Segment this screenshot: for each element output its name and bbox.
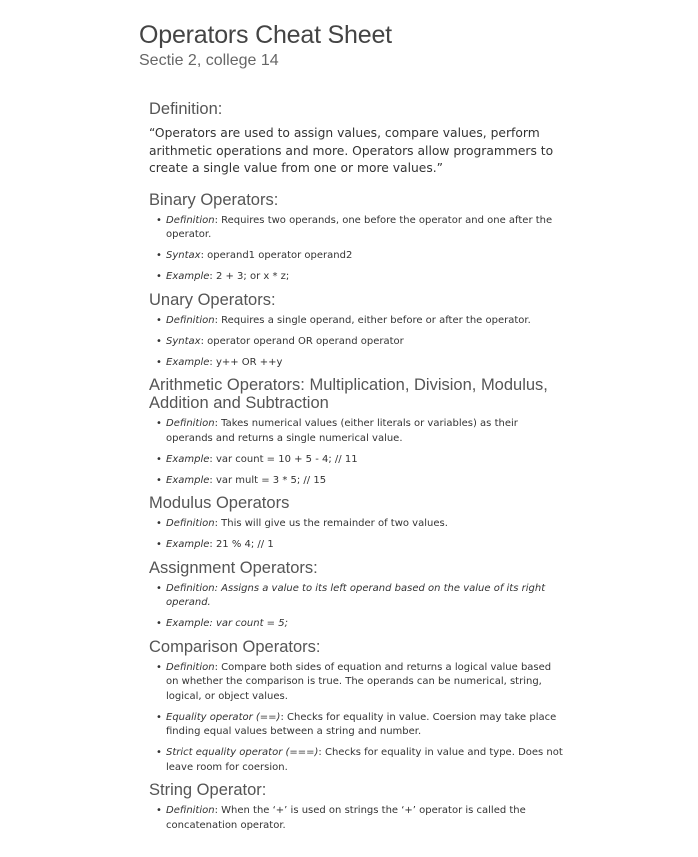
item-label: Definition (166, 214, 215, 226)
item-list (149, 517, 569, 553)
list-item (156, 249, 566, 264)
list-item (156, 582, 566, 611)
list-item (156, 270, 566, 285)
list-item (156, 356, 566, 371)
bullet-icon: • (156, 474, 162, 486)
section-heading: Binary Operators: (149, 190, 279, 209)
item-list (149, 214, 569, 285)
bullet-icon: • (156, 539, 162, 550)
item-text: : var count = 10 + 5 - 4; // 11 (209, 453, 358, 465)
item-label: Equality operator (==) (166, 711, 281, 723)
bullet-icon: • (156, 314, 162, 326)
item-label: Syntax (166, 335, 201, 347)
page-subtitle: Sectie 2, college 14 (139, 52, 279, 69)
item-list (149, 314, 569, 371)
item-label: Definition (166, 418, 215, 429)
item-label: Definition (166, 805, 215, 816)
item-text: : operator operand OR operand operator (200, 335, 404, 347)
list-item (156, 474, 566, 489)
item-label: Definition (166, 314, 215, 326)
string-operator-section (149, 781, 569, 833)
bullet-icon: • (156, 453, 162, 465)
item-list (149, 582, 569, 632)
item-text: : Checks for equality in value and type. Does not leave room for coersion. (166, 747, 563, 773)
bullet-icon: • (156, 418, 162, 429)
list-item (156, 417, 566, 446)
list-item (156, 617, 566, 632)
bullet-icon: • (156, 271, 162, 282)
item-label: Syntax (166, 250, 201, 261)
bullet-icon: • (156, 805, 162, 816)
item-text: : Checks for equality in value. Coersion may take place finding equal values between a string and number. (166, 711, 557, 737)
list-item (156, 517, 566, 532)
bullet-icon: • (156, 250, 162, 261)
item-label: Example (166, 474, 210, 486)
bullet-icon: • (156, 661, 162, 673)
item-label: Example (166, 271, 210, 282)
list-item (156, 804, 566, 833)
bullet-icon: • (156, 747, 162, 758)
list-item (156, 214, 566, 243)
section-heading: Modulus Operators (149, 494, 290, 512)
section-heading: Unary Operators: (149, 290, 276, 309)
section-heading-definition: Definition: (149, 100, 223, 118)
list-item (156, 314, 566, 329)
item-label: Example (166, 618, 210, 629)
item-text: : var count = 5; (209, 618, 288, 629)
list-item (156, 746, 566, 775)
item-label: Example (166, 453, 210, 465)
section-heading: String Operator: (149, 781, 267, 799)
list-item (156, 711, 566, 740)
item-text: : When the ‘+’ is used on strings the ‘+’ operator is called the concatenation operator. (166, 805, 526, 831)
bullet-icon: • (156, 335, 162, 347)
section-heading: Arithmetic Operators: Multiplication, Division, Modulus, Addition and Subtraction (149, 376, 548, 412)
arithmetic-operators-section (149, 376, 569, 488)
item-text: : 21 % 4; // 1 (209, 539, 274, 550)
bullet-icon: • (156, 711, 162, 723)
item-text: : Takes numerical values (either literals or variables) as their operands and returns a single numerical value. (166, 418, 518, 444)
item-list (149, 661, 569, 776)
item-label: Example (166, 356, 210, 368)
item-text: : var mult = 3 * 5; // 15 (209, 474, 327, 486)
definition-section (149, 100, 569, 178)
item-label: Definition (166, 518, 215, 529)
item-text: : Compare both sides of equation and returns a logical value based on whether the comparison is true. The operands can be numerical, string, logical, or object values. (166, 661, 552, 702)
modulus-operators-section (149, 494, 569, 553)
content (149, 100, 569, 833)
list-item (156, 661, 566, 705)
comparison-operators-section (149, 638, 569, 776)
binary-operators-section (149, 191, 569, 285)
bullet-icon: • (156, 356, 162, 368)
page-title: Operators Cheat Sheet (139, 21, 392, 49)
bullet-icon: • (156, 214, 162, 226)
item-text: : Assigns a value to its left operand based on the value of its right operand. (166, 582, 546, 608)
assignment-operators-section (149, 559, 569, 632)
item-label: Example (166, 539, 210, 550)
item-label: Definition (166, 582, 215, 594)
list-item (156, 453, 566, 468)
item-text: : y++ OR ++y (209, 356, 283, 368)
unary-operators-section (149, 291, 569, 371)
list-item (156, 538, 566, 553)
definition-quote: “Operators are used to assign values, compare values, perform arithmetic operations and more. Operators allow programmers to create a single value from one or more values.” (149, 126, 554, 175)
item-label: Definition (166, 661, 215, 673)
bullet-icon: • (156, 582, 162, 594)
item-text: : operand1 operator operand2 (200, 250, 353, 261)
list-item (156, 335, 566, 350)
section-heading: Comparison Operators: (149, 637, 321, 656)
item-text: : 2 + 3; or x * z; (209, 271, 290, 282)
item-text: : Requires a single operand, either before or after the operator. (214, 314, 531, 326)
item-text: : Requires two operands, one before the operator and one after the operator. (166, 214, 553, 240)
item-list (149, 417, 569, 488)
bullet-icon: • (156, 518, 162, 529)
bullet-icon: • (156, 618, 162, 629)
item-label: Strict equality operator (===) (166, 747, 319, 758)
section-heading: Assignment Operators: (149, 558, 318, 577)
item-list (149, 804, 569, 833)
item-text: : This will give us the remainder of two values. (214, 518, 448, 529)
